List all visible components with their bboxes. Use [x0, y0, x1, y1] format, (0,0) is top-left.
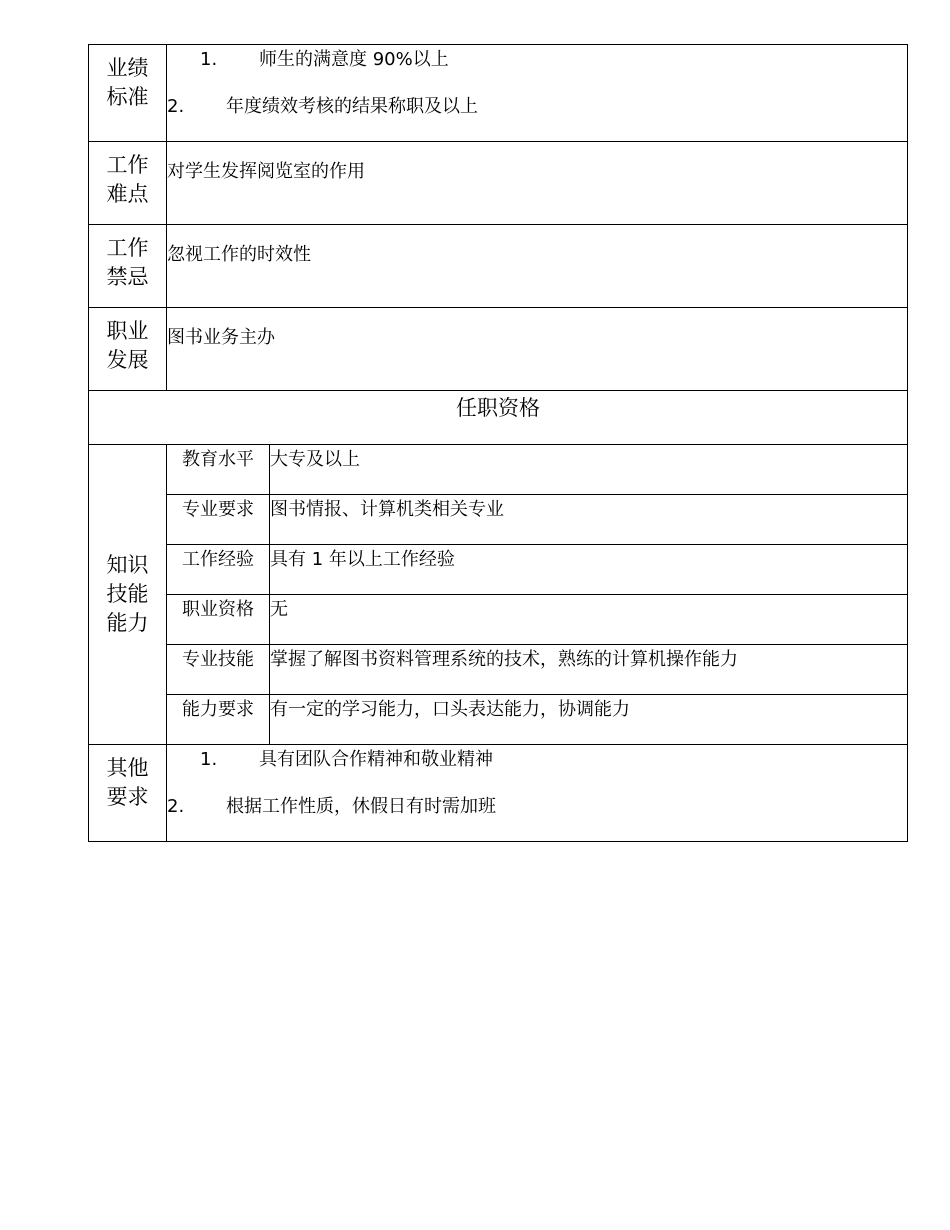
taboo-label: 工作禁忌	[106, 236, 149, 289]
career-label-cell	[89, 308, 167, 391]
difficulty-label-cell	[89, 142, 167, 225]
taboo-content: 忽视工作的时效性	[167, 225, 908, 308]
other-item-2-number: 2.	[167, 796, 185, 817]
performance-item-1-number: 1.	[200, 49, 218, 70]
performance-row	[89, 45, 908, 142]
education-value: 大专及以上	[270, 445, 908, 495]
ability-label: 能力要求	[167, 695, 270, 745]
performance-label-cell	[89, 45, 167, 142]
ability-value: 有一定的学习能力，口头表达能力，协调能力	[270, 695, 908, 745]
skills-label: 专业技能	[167, 645, 270, 695]
knowledge-row-major	[89, 495, 908, 545]
knowledge-label-cell	[89, 445, 167, 745]
other-item-2-text: 根据工作性质，休假日有时需加班	[226, 796, 496, 817]
major-value: 图书情报、计算机类相关专业	[270, 495, 908, 545]
knowledge-row-skills	[89, 645, 908, 695]
taboo-label-cell	[89, 225, 167, 308]
difficulty-row	[89, 142, 908, 225]
other-content	[167, 745, 908, 842]
difficulty-label: 工作难点	[106, 153, 149, 206]
career-content: 图书业务主办	[167, 308, 908, 391]
difficulty-content: 对学生发挥阅览室的作用	[167, 142, 908, 225]
other-item-2	[167, 794, 907, 820]
performance-item-2-number: 2.	[167, 96, 185, 117]
experience-label: 工作经验	[167, 545, 270, 595]
other-label-cell	[89, 745, 167, 842]
career-label: 职业发展	[106, 319, 149, 372]
knowledge-row-education	[89, 445, 908, 495]
job-description-table	[88, 44, 908, 842]
knowledge-label: 知识技能能力	[106, 553, 149, 635]
certification-label: 职业资格	[167, 595, 270, 645]
other-item-1-text: 具有团队合作精神和敬业精神	[259, 749, 493, 770]
major-label: 专业要求	[167, 495, 270, 545]
education-label: 教育水平	[167, 445, 270, 495]
certification-value: 无	[270, 595, 908, 645]
performance-label: 业绩标准	[106, 56, 149, 109]
other-item-1-number: 1.	[200, 749, 218, 770]
qualification-header-row	[89, 391, 908, 445]
performance-item-2-text: 年度绩效考核的结果称职及以上	[226, 96, 478, 117]
performance-item-1	[167, 47, 907, 73]
taboo-row	[89, 225, 908, 308]
knowledge-row-ability	[89, 695, 908, 745]
qualification-header: 任职资格	[89, 391, 908, 445]
performance-item-1-text: 师生的满意度 90%以上	[259, 49, 449, 70]
knowledge-row-certification	[89, 595, 908, 645]
other-item-1	[167, 747, 907, 773]
knowledge-row-experience	[89, 545, 908, 595]
performance-item-2	[167, 94, 907, 120]
other-label: 其他要求	[106, 756, 149, 809]
career-row	[89, 308, 908, 391]
performance-content	[167, 45, 908, 142]
experience-value: 具有 1 年以上工作经验	[270, 545, 908, 595]
skills-value: 掌握了解图书资料管理系统的技术，熟练的计算机操作能力	[270, 645, 908, 695]
other-row	[89, 745, 908, 842]
